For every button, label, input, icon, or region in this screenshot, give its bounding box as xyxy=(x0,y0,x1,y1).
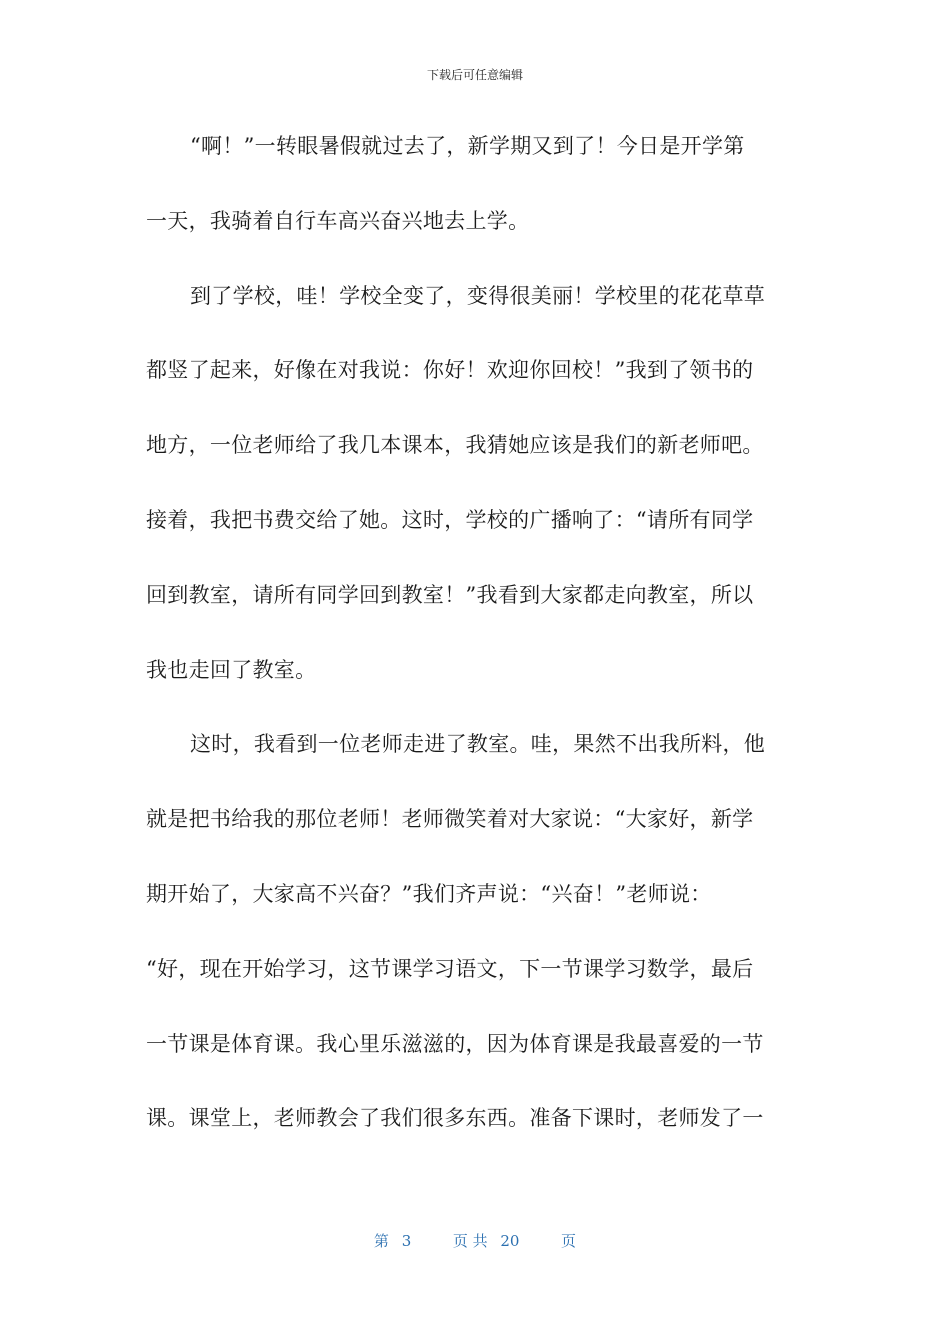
paragraph-line: 期开始了，大家高不兴奋？”我们齐声说：“兴奋！”老师说： xyxy=(146,881,712,906)
paragraph-line: 就是把书给我的那位老师！老师微笑着对大家说：“大家好，新学 xyxy=(146,807,754,832)
footer-suffix: 页 xyxy=(561,1232,577,1250)
paragraph-line: 我也走回了教室。 xyxy=(146,657,317,682)
paragraph-line: 到了学校，哇！学校全变了，变得很美丽！学校里的花花草草 xyxy=(190,283,766,308)
footer-total-pages: 20 xyxy=(500,1232,520,1250)
paragraph-line: 接着，我把书费交给了她。这时，学校的广播响了：“请所有同学 xyxy=(146,507,754,532)
paragraph-line: 一天，我骑着自行车高兴奋兴地去上学。 xyxy=(146,208,530,233)
footer-current-page: 3 xyxy=(401,1232,412,1250)
page-footer xyxy=(0,1230,950,1251)
paragraph-line: 这时，我看到一位老师走进了教室。哇，果然不出我所料，他 xyxy=(190,732,766,757)
paragraph-line: 课。课堂上，老师教会了我们很多东西。准备下课时，老师发了一 xyxy=(146,1106,764,1131)
paragraph-line: “好，现在开始学习，这节课学习语文，下一节课学习数学，最后 xyxy=(146,956,754,981)
paragraph-line: “啊！”一转眼暑假就过去了，新学期又到了！今日是开学第 xyxy=(190,134,745,158)
paragraph-line: 地方，一位老师给了我几本课本，我猜她应该是我们的新老师吧。 xyxy=(146,433,764,458)
footer-middle: 页 共 xyxy=(452,1232,488,1250)
paragraph-line: 都竖了起来，好像在对我说：你好！欢迎你回校！”我到了领书的 xyxy=(146,358,754,383)
paragraph-line: 一节课是体育课。我心里乐滋滋的，因为体育课是我最喜爱的一节 xyxy=(146,1031,764,1056)
page-header-note: 下载后可任意编辑 xyxy=(426,68,523,82)
footer-prefix: 第 xyxy=(373,1232,389,1250)
paragraph-line: 回到教室，请所有同学回到教室！”我看到大家都走向教室，所以 xyxy=(146,582,754,607)
document-body xyxy=(146,126,792,1173)
